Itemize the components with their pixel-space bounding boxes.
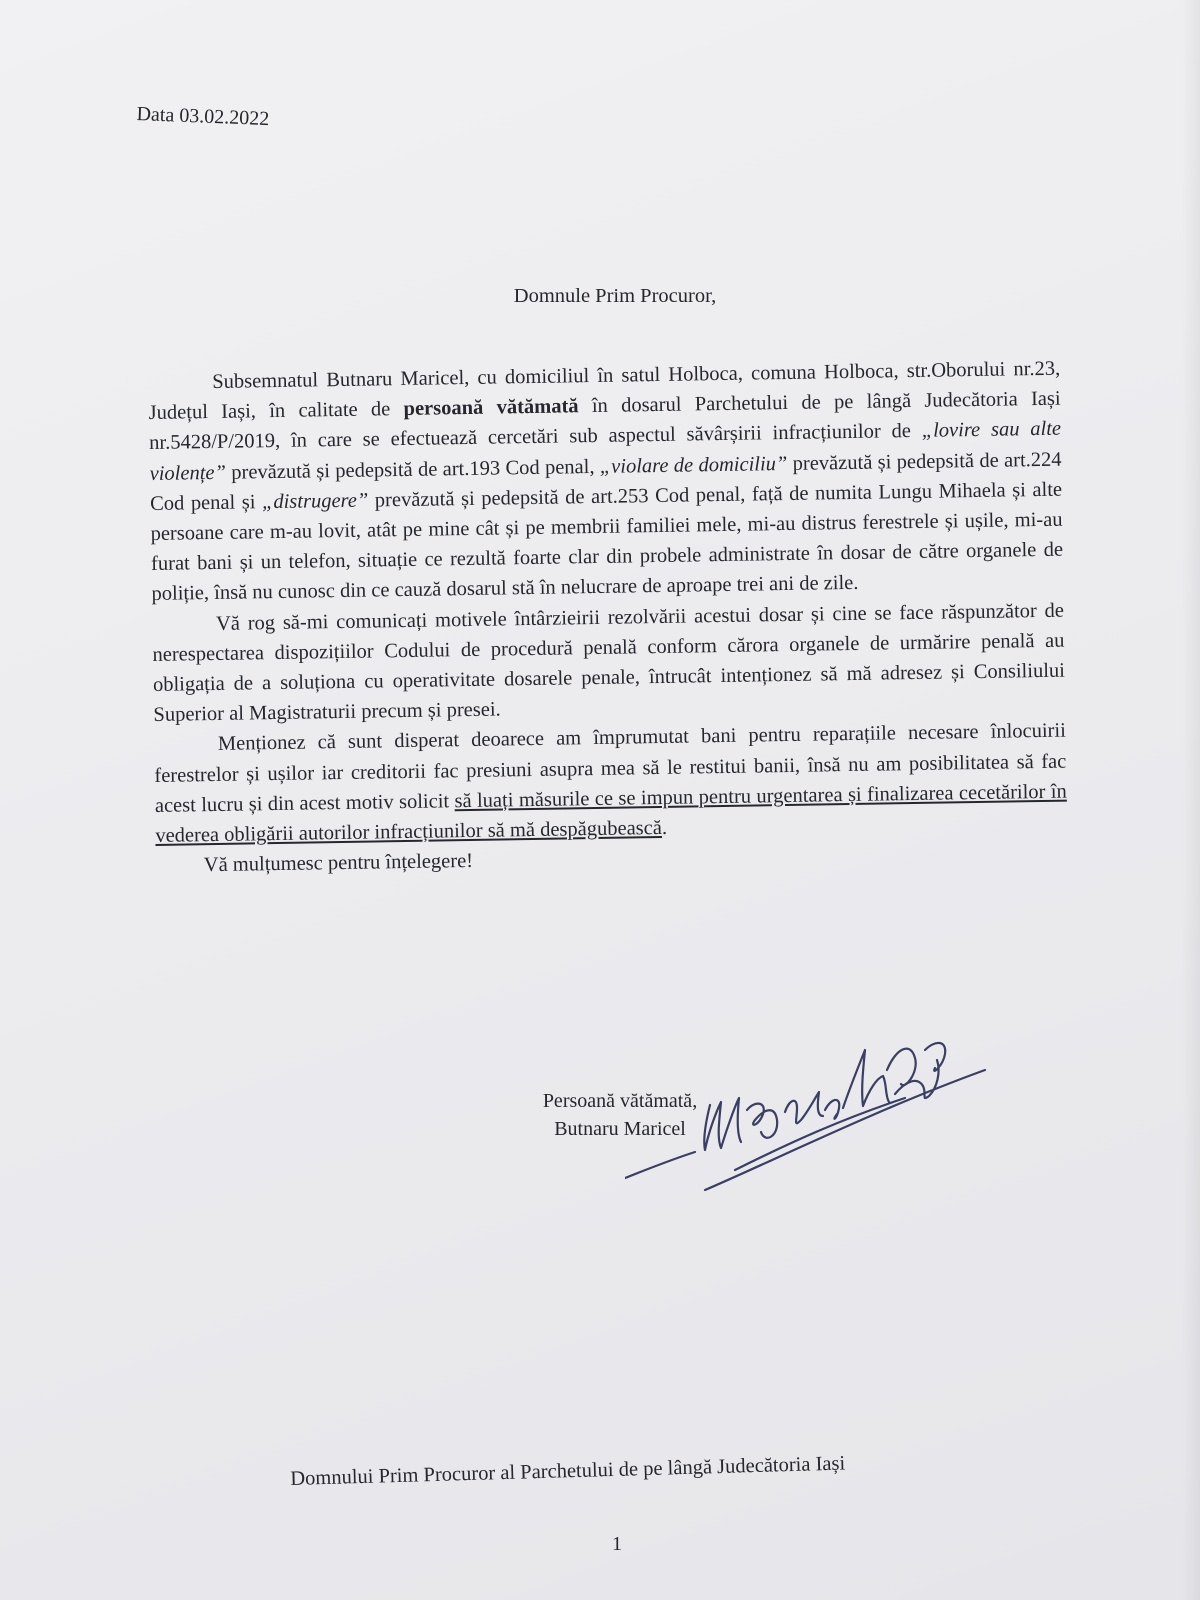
handwritten-signature — [625, 1010, 1025, 1220]
offense-trespass: „violare de domiciliu” — [599, 452, 788, 478]
paragraph1-text: în dosarul Parchetului de pe lângă Judecătoria Iași nr.5428/P/2019, în care se efectuează cercetări sub aspectul săvârșirii infracțiunilor de — [149, 387, 1061, 455]
addressee-footer: Domnului Prim Procuror al Parchetului de pe lângă Judecătoria Iași — [290, 1452, 846, 1490]
paragraph-complaint — [148, 354, 1064, 610]
paper-fold-shadow — [1182, 0, 1200, 1600]
paragraph1-text: Subsemnatul Butnaru Maricel, cu domiciliul în satul Holboca, comuna Holboca, str.Oborului nr.23, Județul Iași, în calitate de — [148, 357, 1061, 425]
signer-name: Butnaru Maricel — [554, 1118, 686, 1140]
signer-role: Persoană vătămată, — [542, 1090, 698, 1112]
offense-destruction: „distrugere” — [261, 489, 369, 514]
thanks-line: Vă mulțumesc pentru înțelegere! — [203, 850, 474, 877]
injured-party-role: persoană vătămată — [403, 395, 579, 421]
letter-body — [148, 354, 1068, 882]
paragraph1-text: prevăzută și pedepsită de art.253 Cod penal, față de numita Lungu Mihaela și alte persoane care m-au lovit, atât pe mine cât și pe membrii familiei mele, mi-au distrus ferestrele și ușile, mi-au furat bani și un telefon, situație ce rezultă foarte clar din probele administrate în dosar de către organele de poliție, însă nu cunosc din ce cauză dosarul stă în nelucrare de aproape trei ani de zile. — [150, 478, 1064, 606]
paragraph1-text: prevăzută și pedepsită de art.224 Cod penal și — [149, 448, 1062, 515]
paragraph-request-measures — [154, 716, 1068, 851]
paragraph3-text: Menționez că sunt disperat deoarece am împrumutat bani pentru reparațiile necesare înlocuirii ferestrelor și ușilor iar creditorii fac presiuni asupra mea să le restitui banii, însă nu am posibilitatea să fac acest lucru și din acest motiv solicit — [154, 720, 1067, 817]
page-number: 1 — [612, 1533, 622, 1555]
underlined-request: să luați măsurile ce se impun pentru urgentarea și finalizarea cecetărilor în vederea obligării autorilor infracțiunilor să mă despăgubească — [155, 780, 1067, 847]
offense-assault: „lovire sau alte violențe” — [149, 418, 1062, 485]
paragraph3-text: . — [661, 816, 668, 840]
document-date: Data 03.02.2022 — [136, 103, 270, 131]
paragraph1-text: prevăzută și pedepsită de art.193 Cod penal, — [225, 455, 600, 484]
paragraph-request-reasons: Vă rog să-mi comunicați motivele întârzieirii rezolvării acestui dosar și cine se face răspunzător de nerespectarea dispozițiilor Codului de procedură penală conform cărora organele de urmărire penală au obligația de a soluționa cu operativitate dosarele penale, întrucât intenționez să mă adresez și Consiliului Superior al Magistraturii precum și presei. — [152, 599, 1066, 727]
salutation: Domnule Prim Procuror, — [513, 285, 717, 307]
